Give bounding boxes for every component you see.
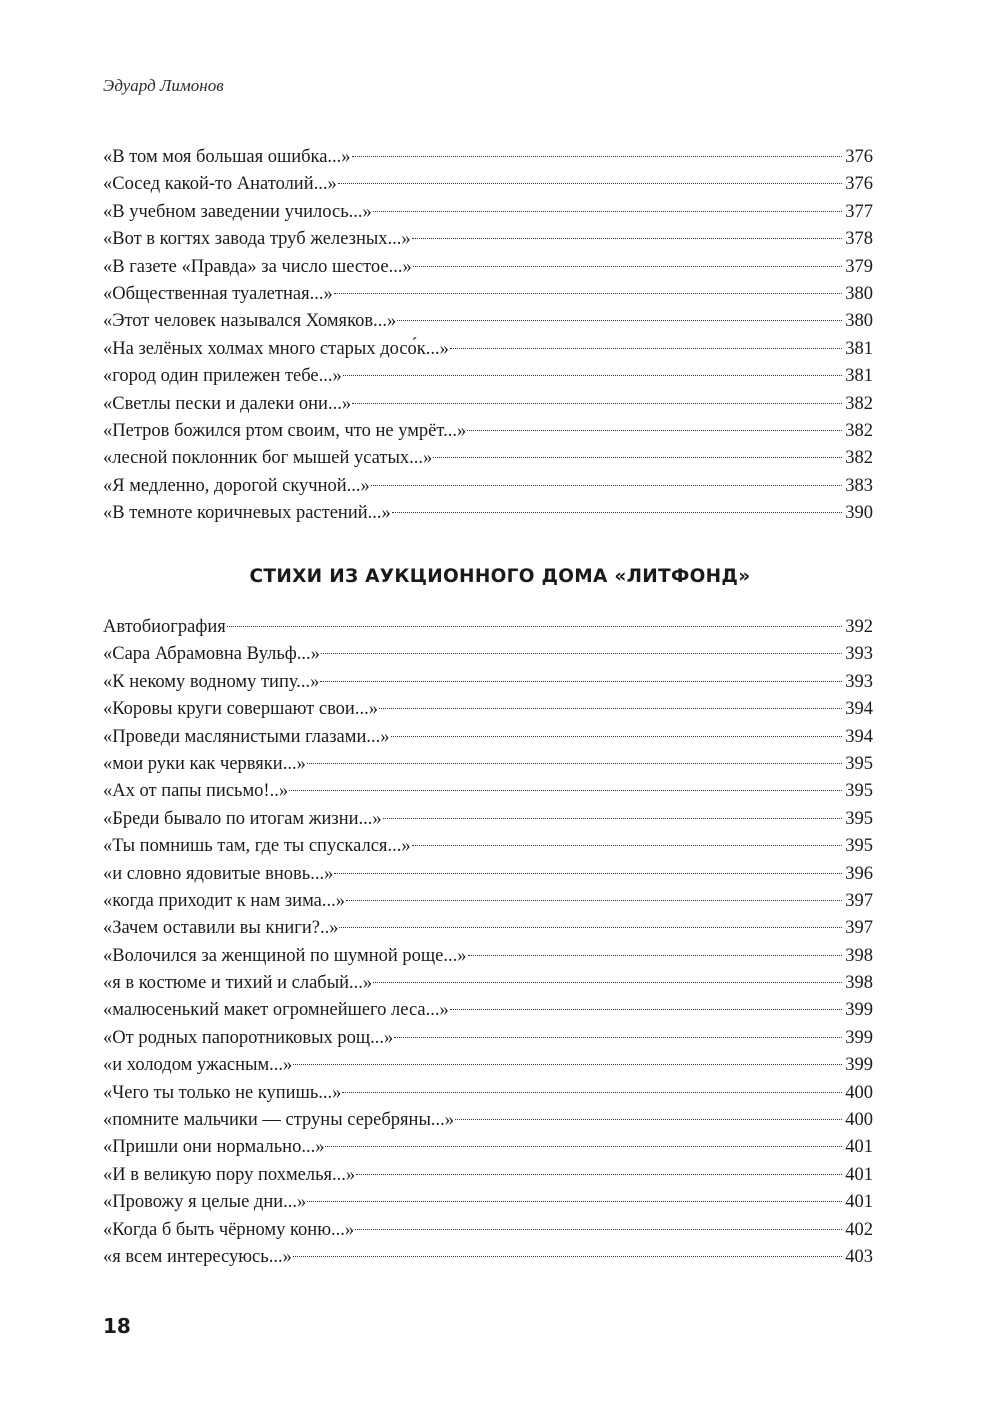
leader-dots: [227, 626, 842, 627]
toc-entry-title: «Этот человек назывался Хомяков...»: [103, 311, 397, 332]
toc-entry-title: «и словно ядовитые вновь...»: [103, 863, 334, 884]
toc-entry-title: «Чего ты только не купишь...»: [103, 1082, 342, 1103]
toc-entry-page: 398: [845, 973, 873, 994]
toc-entry-page: 379: [845, 256, 873, 277]
toc-entry-title: «Когда б быть чёрному коню...»: [103, 1219, 355, 1240]
leader-dots: [289, 790, 842, 791]
toc-entry-title: «Ты помнишь там, где ты спускался...»: [103, 836, 411, 857]
leader-dots: [379, 708, 842, 709]
toc-entry: [103, 1217, 873, 1244]
toc-entry-title: «Общественная туалетная...»: [103, 283, 333, 304]
leader-dots: [373, 982, 842, 983]
toc-entry-title: «мои руки как червяки...»: [103, 753, 306, 774]
toc-entry-title: «Вот в когтях завода труб железных...»: [103, 229, 411, 250]
toc-entry-page: 394: [845, 726, 873, 747]
toc-entry: [103, 281, 873, 308]
toc-entry-page: 401: [845, 1137, 873, 1158]
toc-entry: [103, 226, 873, 253]
toc-entry-page: 396: [845, 863, 873, 884]
toc-entry-page: 380: [845, 311, 873, 332]
toc-entry-page: 390: [845, 503, 873, 524]
leader-dots: [352, 403, 842, 404]
toc-entry: [103, 363, 873, 390]
toc-entry: [103, 171, 873, 198]
toc-entry-page: 402: [845, 1219, 873, 1240]
leader-dots: [371, 485, 842, 486]
toc-entry: [103, 254, 873, 281]
toc-entry: [103, 751, 873, 778]
leader-dots: [450, 348, 842, 349]
leader-dots: [383, 818, 842, 819]
toc-entry-title: «И в великую пору похмелья...»: [103, 1164, 356, 1185]
toc-entry: [103, 943, 873, 970]
leader-dots: [320, 681, 842, 682]
toc-entry-page: 400: [845, 1110, 873, 1131]
toc-entry-page: 395: [845, 781, 873, 802]
leader-dots: [468, 955, 843, 956]
toc-entry: [103, 861, 873, 888]
toc-entry-title: «Коровы круги совершают свои...»: [103, 699, 378, 720]
toc-entry: [103, 473, 873, 500]
leader-dots: [307, 1201, 842, 1202]
toc-entry-title: «город один прилежен тебе...»: [103, 366, 342, 387]
toc-entry: [103, 997, 873, 1024]
toc-entry: [103, 1107, 873, 1134]
toc-entry-page: 398: [845, 945, 873, 966]
toc-entry-title: «От родных папоротниковых рощ...»: [103, 1027, 394, 1048]
toc-entry: [103, 418, 873, 445]
toc-entry-title: «Провожу я целые дни...»: [103, 1192, 307, 1213]
toc-entry-title: «Пришли они нормально...»: [103, 1137, 325, 1158]
leader-dots: [356, 1174, 842, 1175]
leader-dots: [352, 156, 842, 157]
toc-entry-page: 377: [845, 201, 873, 222]
toc-entry-page: 376: [845, 147, 873, 167]
leader-dots: [334, 293, 842, 294]
leader-dots: [412, 845, 842, 846]
toc-entry-title: «Зачем оставили вы книги?..»: [103, 918, 339, 939]
toc-entry-title: «На зелёных холмах много старых досо́к...»: [103, 338, 449, 359]
toc-entry-title: «я всем интересуюсь...»: [103, 1246, 292, 1267]
toc-entry-title: «Волочился за женщиной по шумной роще...»: [103, 945, 467, 966]
toc-entry: [103, 445, 873, 472]
toc-entry-title: «Сосед какой-то Анатолий...»: [103, 174, 337, 195]
toc-entry-page: 395: [845, 836, 873, 857]
toc-entry-page: 397: [845, 890, 873, 911]
toc-entry-page: 400: [845, 1082, 873, 1103]
toc-entry-page: 380: [845, 283, 873, 304]
toc-entry-page: 381: [845, 366, 873, 387]
toc-list-part2: [103, 614, 873, 1271]
toc-entry-title: «лесной поклонник бог мышей усатых...»: [103, 448, 433, 469]
toc-entry-page: 397: [845, 918, 873, 939]
toc-entry-page: 378: [845, 229, 873, 250]
toc-entry-title: «Сара Абрамовна Вульф...»: [103, 644, 320, 665]
toc-entry: [103, 391, 873, 418]
toc-entry-page: 382: [845, 420, 873, 441]
toc-entry: [103, 1080, 873, 1107]
toc-entry-page: 395: [845, 808, 873, 829]
toc-list-part1: [103, 144, 873, 527]
leader-dots: [343, 375, 842, 376]
leader-dots: [307, 763, 842, 764]
leader-dots: [391, 736, 843, 737]
toc-entry: [103, 614, 873, 641]
leader-dots: [346, 900, 842, 901]
toc-entry: [103, 641, 873, 668]
toc-entry-title: «я в костюме и тихий и слабый...»: [103, 973, 373, 994]
leader-dots: [293, 1064, 842, 1065]
toc-entry-title: «В учебном заведении училось...»: [103, 201, 372, 222]
toc-entry: [103, 1134, 873, 1161]
leader-dots: [342, 1092, 842, 1093]
leader-dots: [394, 1037, 842, 1038]
toc-entry-title: «Бреди бывало по итогам жизни...»: [103, 808, 382, 829]
leader-dots: [338, 183, 842, 184]
leader-dots: [433, 457, 842, 458]
toc-entry-page: 383: [845, 475, 873, 496]
toc-entry-page: 382: [845, 448, 873, 469]
leader-dots: [413, 266, 842, 267]
toc-entry-title: «и холодом ужасным...»: [103, 1055, 293, 1076]
leader-dots: [450, 1009, 842, 1010]
toc-entry-page: 401: [845, 1164, 873, 1185]
leader-dots: [455, 1119, 842, 1120]
toc-entry: [103, 915, 873, 942]
page-number: 18: [103, 1314, 131, 1338]
leader-dots: [321, 653, 842, 654]
leader-dots: [373, 211, 842, 212]
toc-entry-page: 393: [845, 671, 873, 692]
toc-entry: [103, 806, 873, 833]
toc-entry-title: «Проведи маслянистыми глазами...»: [103, 726, 390, 747]
toc-entry: [103, 1052, 873, 1079]
toc-entry: [103, 669, 873, 696]
toc-entry: [103, 970, 873, 997]
toc-entry-page: 395: [845, 753, 873, 774]
toc-entry: [103, 1025, 873, 1052]
toc-entry: [103, 724, 873, 751]
toc-entry: [103, 1189, 873, 1216]
toc-entry-title: «помните мальчики — струны серебряны...»: [103, 1110, 455, 1131]
toc-entry: [103, 308, 873, 335]
leader-dots: [355, 1229, 842, 1230]
toc-entry-page: 392: [845, 617, 873, 637]
toc-entry: [103, 833, 873, 860]
toc-entry: [103, 500, 873, 527]
toc-entry-page: 376: [845, 174, 873, 195]
section-heading: СТИХИ ИЗ АУКЦИОННОГО ДОМА «ЛИТФОНД»: [249, 566, 751, 587]
toc-entry-title: «В темноте коричневых растений...»: [103, 503, 391, 524]
toc-entry-title: «когда приходит к нам зима...»: [103, 890, 345, 911]
toc-entry-page: 381: [845, 338, 873, 359]
toc-entry-title: «малюсенький макет огромнейшего леса...»: [103, 1000, 449, 1021]
toc-entry-page: 399: [845, 1000, 873, 1021]
leader-dots: [334, 873, 842, 874]
leader-dots: [467, 430, 842, 431]
toc-entry-title: «Светлы пески и далеки они...»: [103, 393, 352, 414]
toc-entry-title: «В том моя большая ошибка...»: [103, 147, 351, 167]
toc-entry: [103, 1162, 873, 1189]
toc-entry-page: 401: [845, 1192, 873, 1213]
toc-entry-title: «Ах от папы письмо!..»: [103, 781, 289, 802]
toc-entry-page: 393: [845, 644, 873, 665]
leader-dots: [412, 238, 842, 239]
toc-entry: [103, 336, 873, 363]
toc-entry: [103, 888, 873, 915]
toc-entry: [103, 778, 873, 805]
toc-entry-title: Автобиография: [103, 617, 226, 637]
toc-entry-page: 403: [845, 1246, 873, 1267]
toc-entry-title: «Петров божился ртом своим, что не умрёт...»: [103, 420, 467, 441]
toc-entry: [103, 696, 873, 723]
toc-entry-page: 382: [845, 393, 873, 414]
toc-entry-page: 399: [845, 1055, 873, 1076]
running-header: Эдуард Лимонов: [103, 76, 224, 95]
toc-entry-title: «Я медленно, дорогой скучной...»: [103, 475, 370, 496]
toc-entry-title: «В газете «Правда» за число шестое...»: [103, 256, 412, 277]
toc-entry: [103, 199, 873, 226]
toc-entry-page: 394: [845, 699, 873, 720]
toc-entry: [103, 1244, 873, 1271]
toc-entry-title: «К некому водному типу...»: [103, 671, 320, 692]
toc-entry-page: 399: [845, 1027, 873, 1048]
leader-dots: [293, 1256, 842, 1257]
leader-dots: [392, 512, 842, 513]
leader-dots: [325, 1146, 842, 1147]
toc-entry: [103, 144, 873, 171]
leader-dots: [397, 320, 842, 321]
leader-dots: [339, 927, 842, 928]
